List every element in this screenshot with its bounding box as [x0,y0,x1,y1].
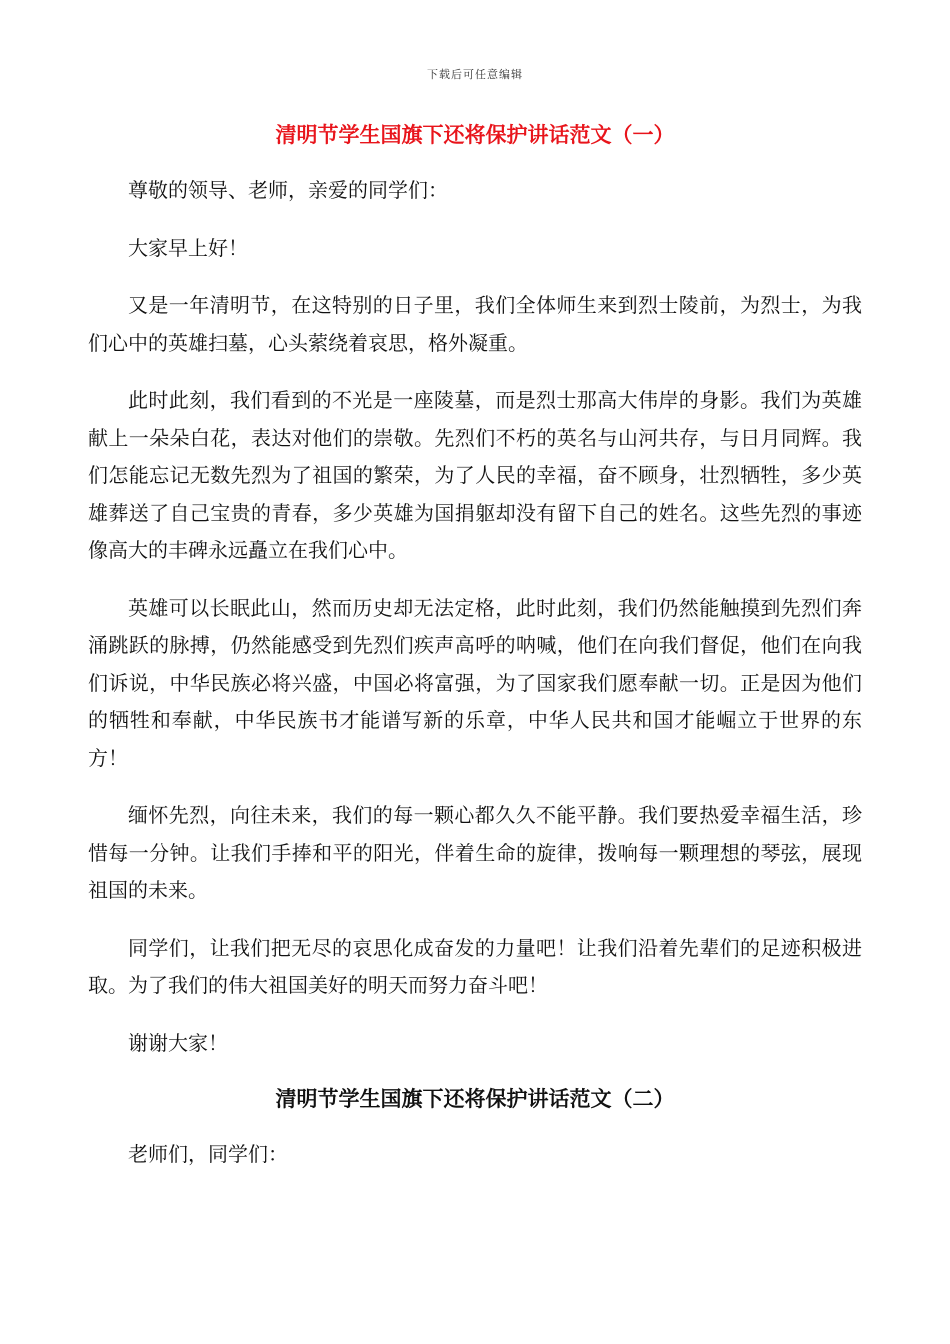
paragraph: 缅怀先烈，向往未来，我们的每一颗心都久久不能平静。我们要热爱幸福生活，珍惜每一分钟。让我们手捧和平的阳光，伴着生命的旋律，拨响每一颗理想的琴弦，展现祖国的未来。 [88,803,862,902]
salutation: 老师们，同学们： [128,1142,288,1166]
section-title-1: 清明节学生国旗下还将保护讲话范文（一） [275,122,675,147]
salutation: 尊敬的领导、老师，亲爱的同学们： [128,178,448,202]
paragraph: 又是一年清明节，在这特别的日子里，我们全体师生来到烈士陵前，为烈士，为我们心中的英雄扫墓，心头萦绕着哀思，格外凝重。 [88,293,862,355]
greeting: 大家早上好！ [128,235,248,260]
paragraph: 英雄可以长眠此山，然而历史却无法定格，此时此刻，我们仍然能触摸到先烈们奔涌跳跃的脉搏，仍然能感受到先烈们疾声高呼的呐喊，他们在向我们督促，他们在向我们诉说，中华民族必将兴盛，中国必将富强，为了国家我们愿奉献一切。正是因为他们的牺牲和奉献，中华民族书才能谱写新的乐章，中华人民共和国才能崛立于世界的东方！ [88,595,862,770]
paragraph: 同学们，让我们把无尽的哀思化成奋发的力量吧！让我们沿着先辈们的足迹积极进取。为了我们的伟大祖国美好的明天而努力奋斗吧！ [88,935,862,997]
section-title-2: 清明节学生国旗下还将保护讲话范文（二） [275,1086,675,1111]
document-body [88,118,862,1194]
header-note: 下载后可任意编辑 [427,68,523,81]
paragraph: 此时此刻，我们看到的不光是一座陵墓，而是烈士那高大伟岸的身影。我们为英雄献上一朵朵白花，表达对他们的崇敬。先烈们不朽的英名与山河共存，与日月同辉。我们怎能忘记无数先烈为了祖国的繁荣，为了人民的幸福，奋不顾身，壮烈牺牲，多少英雄葬送了自己宝贵的青春，多少英雄为国捐躯却没有留下自己的姓名。这些先烈的事迹像高大的丰碑永远矗立在我们心中。 [88,388,862,562]
closing: 谢谢大家！ [128,1030,228,1055]
